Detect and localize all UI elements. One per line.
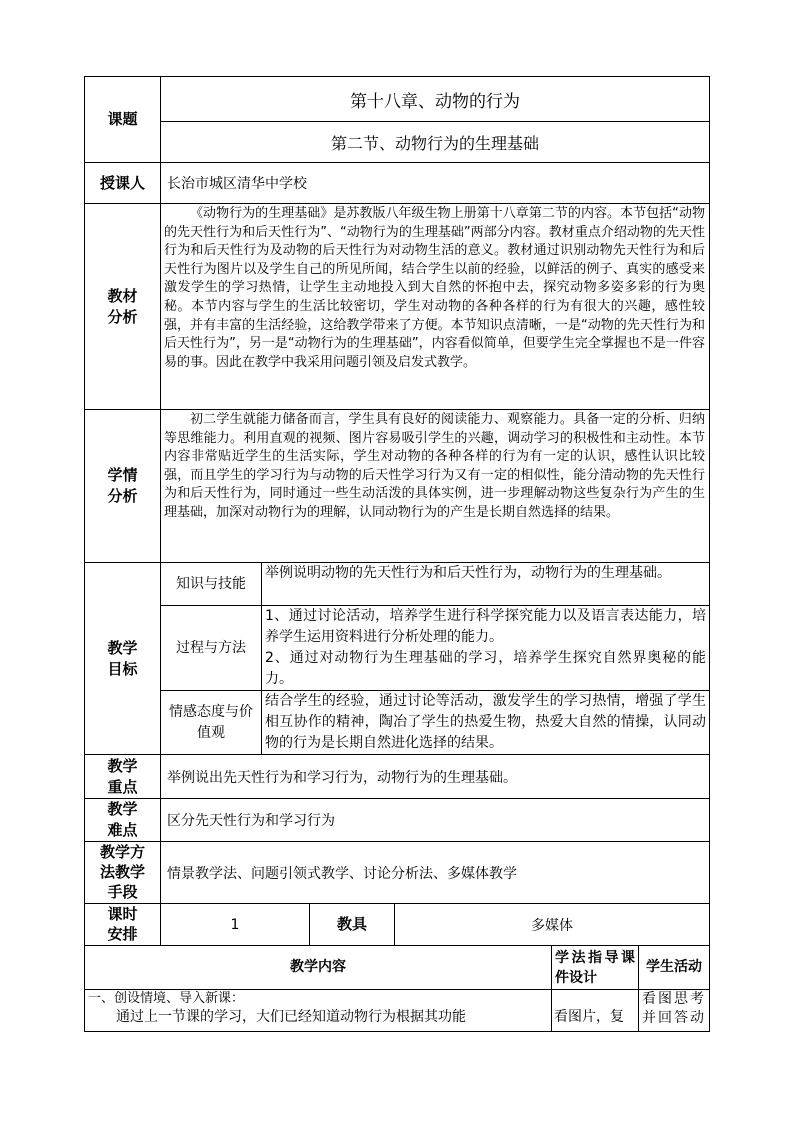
class-hours-value: 1	[161, 904, 310, 946]
key-points-label: 教学重点	[85, 755, 161, 799]
student-analysis-text: 初二学生就能力储备而言，学生具有良好的阅读能力、观察能力。具备一定的分析、归纳等思维能力。利用直观的视频、图片容易吸引学生的兴趣，调动学习的积极性和主动性。本节内容非常贴近学生的生活实际，学生对动物的各种各样的行为有一定的认识，感性认识比较强，而且学生的学习行为与动物的后天性学习行为又有一定的相似性，能分清动物的先天性行为和后天性行为，同时通过一些生动活泼的具体实例，进一步理解动物这些复杂行为产生的生理基础，加深对动物行为的理解，认同动物行为的产生是长期自然选择的结果。	[161, 410, 710, 563]
teaching-method-label: 教学方法教学手段	[85, 842, 161, 904]
goal-knowledge-label: 知识与技能	[161, 563, 262, 606]
design-line-1: 看图片，复	[554, 1009, 624, 1025]
teacher-value: 长治市城区清华中学校	[161, 163, 710, 204]
content-line-2: 通过上一节课的学习，大们已经知道动物行为根据其功能	[116, 1009, 466, 1025]
teacher-label: 授课人	[85, 163, 161, 204]
difficult-points-text: 区分先天性行为和学习行为	[161, 799, 710, 842]
teaching-method-text: 情景教学法、问题引领式教学、讨论分析法、多媒体教学	[161, 842, 710, 904]
section-title: 第二节、动物行为的生理基础	[161, 122, 710, 163]
goal-knowledge-text: 举例说明动物的先天性行为和后天性行为，动物行为的生理基础。	[262, 563, 710, 606]
goal-process-label: 过程与方法	[161, 606, 262, 691]
teaching-goals-label: 教学目标	[85, 563, 161, 755]
activity-header: 学生活动	[639, 946, 710, 990]
content-header: 教学内容	[85, 946, 552, 990]
content-line-1: 一、创设情境、导入新课：	[88, 991, 245, 1006]
tools-value: 多媒体	[395, 904, 710, 946]
goal-process-item-2: 2、通过对动物行为生理基础的学习，培养学生探究自然界奥秘的能力。	[265, 650, 706, 687]
tools-label: 教具	[310, 904, 395, 946]
activity-cell: 看图思考并回答动	[639, 990, 710, 1032]
goal-emotion-label: 情感态度与价值观	[161, 691, 262, 755]
goal-emotion-text: 结合学生的经验，通过讨论等活动，激发学生的学习热情，增强了学生相互协作的精神，陶冶了学生的热爱生物，热爱大自然的情操，认同动物的行为是长期自然进化选择的结果。	[262, 691, 710, 755]
material-analysis-label: 教材分析	[85, 204, 161, 410]
material-analysis-text: 《动物行为的生理基础》是苏教版八年级生物上册第十八章第二节的内容。本节包括“动物的先天性行为和后天性行为”、“动物行为的生理基础”两部分内容。教材重点介绍动物的先天性行为和后天性行为及动物的后天性行为对动物生活的意义。教材通过识别动物先天性行为和后天性行为图片以及学生自己的所见所闻，结合学生以前的经验，以鲜活的例子、真实的感受来激发学生的学习热情，让学生主动地投入到大自然的怀抱中去，探究动物多姿多彩的行为奥秘。本节内容与学生的生活比较密切，学生对动物的各种各样的行为有很大的兴趣，感性较强，并有丰富的生活经验，这给教学带来了方便。本节知识点清晰，一是“动物的先天性行为和后天性行为”，另一是“动物行为的生理基础”，内容看似简单，但要学生完全掌握也不是一件容易的事。因此在教学中我采用问题引领及启发式教学。	[161, 204, 710, 410]
goal-process-item-1: 1、通过讨论活动，培养学生进行科学探究能力以及语言表达能力，培养学生运用资料进行分析处理的能力。	[265, 608, 706, 645]
design-cell	[552, 990, 639, 1032]
topic-label: 课题	[85, 77, 161, 163]
goal-process-text	[262, 606, 710, 691]
lesson-plan-table	[84, 76, 710, 1032]
class-hours-label: 课时安排	[85, 904, 161, 946]
content-cell	[85, 990, 552, 1032]
student-analysis-label: 学情分析	[85, 410, 161, 563]
key-points-text: 举例说出先天性行为和学习行为，动物行为的生理基础。	[161, 755, 710, 799]
design-header: 学法指导课件设计	[552, 946, 639, 990]
chapter-title: 第十八章、动物的行为	[161, 77, 710, 122]
difficult-points-label: 教学难点	[85, 799, 161, 842]
